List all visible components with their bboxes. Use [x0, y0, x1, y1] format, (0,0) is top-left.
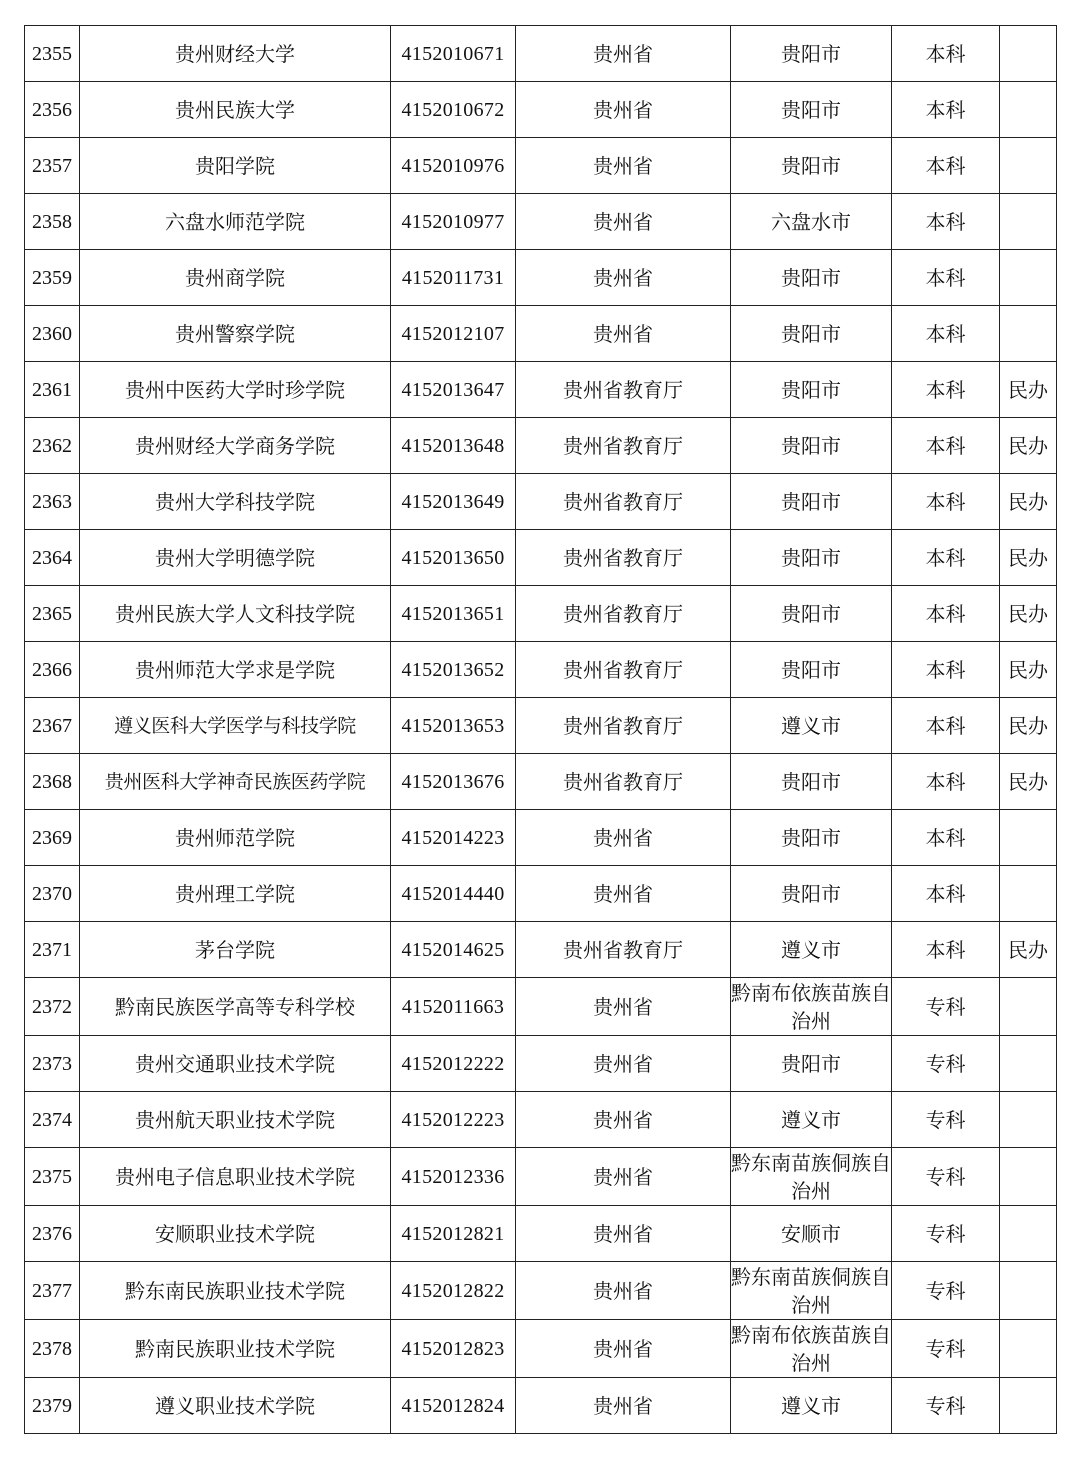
education-level: 专科: [892, 1092, 1000, 1148]
institution-code: 4152013653: [391, 698, 516, 754]
institution-code: 4152013652: [391, 642, 516, 698]
table-row: [25, 1262, 1057, 1320]
table-row: [25, 138, 1057, 194]
institution-name: 黔南民族职业技术学院: [80, 1320, 391, 1378]
education-level: 专科: [892, 1206, 1000, 1262]
education-level: 本科: [892, 82, 1000, 138]
institution-code: 4152012823: [391, 1320, 516, 1378]
supervising-authority: 贵州省: [516, 250, 731, 306]
supervising-authority: 贵州省教育厅: [516, 586, 731, 642]
supervising-authority: 贵州省: [516, 138, 731, 194]
institution-name: 贵州师范学院: [80, 810, 391, 866]
row-number: 2366: [25, 642, 80, 698]
supervising-authority: 贵州省教育厅: [516, 362, 731, 418]
institution-code: 4152011731: [391, 250, 516, 306]
location-city: 贵阳市: [731, 418, 892, 474]
education-level: 本科: [892, 250, 1000, 306]
table-row: [25, 26, 1057, 82]
education-level: 本科: [892, 26, 1000, 82]
table-row: [25, 1036, 1057, 1092]
education-level: 本科: [892, 698, 1000, 754]
ownership-note: 民办: [1000, 362, 1057, 418]
row-number: 2364: [25, 530, 80, 586]
supervising-authority: 贵州省: [516, 194, 731, 250]
institution-name: 贵州电子信息职业技术学院: [80, 1148, 391, 1206]
row-number: 2370: [25, 866, 80, 922]
table-row: [25, 922, 1057, 978]
supervising-authority: 贵州省: [516, 1320, 731, 1378]
ownership-note: 民办: [1000, 530, 1057, 586]
location-city: 贵阳市: [731, 810, 892, 866]
table-row: [25, 642, 1057, 698]
education-level: 专科: [892, 978, 1000, 1036]
row-number: 2359: [25, 250, 80, 306]
institution-name: 贵州民族大学: [80, 82, 391, 138]
supervising-authority: 贵州省教育厅: [516, 418, 731, 474]
location-city: 贵阳市: [731, 306, 892, 362]
institution-code: 4152012821: [391, 1206, 516, 1262]
institution-code: 4152010671: [391, 26, 516, 82]
institution-name: 六盘水师范学院: [80, 194, 391, 250]
education-level: 本科: [892, 810, 1000, 866]
ownership-note: [1000, 82, 1057, 138]
location-city: 贵阳市: [731, 474, 892, 530]
ownership-note: 民办: [1000, 642, 1057, 698]
location-city: 贵阳市: [731, 642, 892, 698]
row-number: 2373: [25, 1036, 80, 1092]
institution-table: [24, 25, 1057, 1434]
table-row: [25, 306, 1057, 362]
institution-name: 遵义职业技术学院: [80, 1378, 391, 1434]
supervising-authority: 贵州省教育厅: [516, 698, 731, 754]
institution-code: 4152010977: [391, 194, 516, 250]
row-number: 2363: [25, 474, 80, 530]
location-city: 贵阳市: [731, 586, 892, 642]
row-number: 2374: [25, 1092, 80, 1148]
supervising-authority: 贵州省教育厅: [516, 530, 731, 586]
ownership-note: [1000, 138, 1057, 194]
institution-code: 4152013650: [391, 530, 516, 586]
location-city: 黔南布依族苗族自治州: [731, 978, 892, 1036]
institution-name: 黔南民族医学高等专科学校: [80, 978, 391, 1036]
supervising-authority: 贵州省教育厅: [516, 754, 731, 810]
education-level: 本科: [892, 474, 1000, 530]
education-level: 专科: [892, 1378, 1000, 1434]
location-city: 黔南布依族苗族自治州: [731, 1320, 892, 1378]
ownership-note: 民办: [1000, 922, 1057, 978]
table-row: [25, 1092, 1057, 1148]
supervising-authority: 贵州省: [516, 1378, 731, 1434]
ownership-note: [1000, 306, 1057, 362]
supervising-authority: 贵州省: [516, 978, 731, 1036]
row-number: 2369: [25, 810, 80, 866]
institution-code: 4152012223: [391, 1092, 516, 1148]
education-level: 专科: [892, 1036, 1000, 1092]
ownership-note: [1000, 1262, 1057, 1320]
table-row: [25, 82, 1057, 138]
education-level: 本科: [892, 642, 1000, 698]
row-number: 2372: [25, 978, 80, 1036]
row-number: 2375: [25, 1148, 80, 1206]
location-city: 黔东南苗族侗族自治州: [731, 1148, 892, 1206]
education-level: 专科: [892, 1148, 1000, 1206]
table-row: [25, 530, 1057, 586]
table-row: [25, 1148, 1057, 1206]
row-number: 2355: [25, 26, 80, 82]
supervising-authority: 贵州省: [516, 1262, 731, 1320]
institution-code: 4152010672: [391, 82, 516, 138]
ownership-note: [1000, 1378, 1057, 1434]
location-city: 贵阳市: [731, 754, 892, 810]
institution-table-body: [25, 26, 1057, 1434]
row-number: 2358: [25, 194, 80, 250]
institution-name: 贵州交通职业技术学院: [80, 1036, 391, 1092]
ownership-note: 民办: [1000, 754, 1057, 810]
education-level: 本科: [892, 586, 1000, 642]
education-level: 本科: [892, 530, 1000, 586]
institution-name: 贵州中医药大学时珍学院: [80, 362, 391, 418]
row-number: 2361: [25, 362, 80, 418]
institution-code: 4152013651: [391, 586, 516, 642]
location-city: 六盘水市: [731, 194, 892, 250]
table-row: [25, 250, 1057, 306]
location-city: 贵阳市: [731, 26, 892, 82]
row-number: 2376: [25, 1206, 80, 1262]
institution-name: 贵阳学院: [80, 138, 391, 194]
institution-code: 4152013648: [391, 418, 516, 474]
table-row: [25, 1206, 1057, 1262]
institution-code: 4152013649: [391, 474, 516, 530]
supervising-authority: 贵州省: [516, 1148, 731, 1206]
ownership-note: [1000, 866, 1057, 922]
education-level: 专科: [892, 1320, 1000, 1378]
ownership-note: 民办: [1000, 586, 1057, 642]
institution-code: 4152012336: [391, 1148, 516, 1206]
table-row: [25, 978, 1057, 1036]
ownership-note: 民办: [1000, 418, 1057, 474]
institution-name: 贵州师范大学求是学院: [80, 642, 391, 698]
location-city: 贵阳市: [731, 1036, 892, 1092]
supervising-authority: 贵州省教育厅: [516, 642, 731, 698]
ownership-note: [1000, 810, 1057, 866]
institution-name: 贵州商学院: [80, 250, 391, 306]
location-city: 贵阳市: [731, 250, 892, 306]
supervising-authority: 贵州省教育厅: [516, 474, 731, 530]
education-level: 本科: [892, 866, 1000, 922]
location-city: 贵阳市: [731, 866, 892, 922]
ownership-note: [1000, 1036, 1057, 1092]
supervising-authority: 贵州省: [516, 1092, 731, 1148]
row-number: 2365: [25, 586, 80, 642]
education-level: 本科: [892, 194, 1000, 250]
institution-code: 4152013647: [391, 362, 516, 418]
institution-name: 茅台学院: [80, 922, 391, 978]
education-level: 本科: [892, 922, 1000, 978]
location-city: 黔东南苗族侗族自治州: [731, 1262, 892, 1320]
institution-name: 贵州民族大学人文科技学院: [80, 586, 391, 642]
row-number: 2356: [25, 82, 80, 138]
institution-name: 贵州大学明德学院: [80, 530, 391, 586]
location-city: 安顺市: [731, 1206, 892, 1262]
table-row: [25, 362, 1057, 418]
institution-code: 4152014625: [391, 922, 516, 978]
supervising-authority: 贵州省: [516, 1036, 731, 1092]
education-level: 本科: [892, 306, 1000, 362]
institution-code: 4152010976: [391, 138, 516, 194]
institution-code: 4152012822: [391, 1262, 516, 1320]
table-row: [25, 1378, 1057, 1434]
institution-code: 4152012107: [391, 306, 516, 362]
supervising-authority: 贵州省: [516, 82, 731, 138]
row-number: 2357: [25, 138, 80, 194]
institution-name: 贵州医科大学神奇民族医药学院: [80, 754, 391, 810]
location-city: 遵义市: [731, 922, 892, 978]
table-row: [25, 1320, 1057, 1378]
supervising-authority: 贵州省: [516, 306, 731, 362]
table-row: [25, 866, 1057, 922]
row-number: 2371: [25, 922, 80, 978]
row-number: 2368: [25, 754, 80, 810]
location-city: 贵阳市: [731, 82, 892, 138]
location-city: 贵阳市: [731, 530, 892, 586]
location-city: 遵义市: [731, 1378, 892, 1434]
institution-name: 贵州大学科技学院: [80, 474, 391, 530]
institution-code: 4152011663: [391, 978, 516, 1036]
location-city: 贵阳市: [731, 362, 892, 418]
supervising-authority: 贵州省: [516, 26, 731, 82]
ownership-note: [1000, 1148, 1057, 1206]
institution-code: 4152014440: [391, 866, 516, 922]
ownership-note: [1000, 250, 1057, 306]
ownership-note: 民办: [1000, 698, 1057, 754]
institution-name: 贵州理工学院: [80, 866, 391, 922]
table-row: [25, 586, 1057, 642]
institution-code: 4152013676: [391, 754, 516, 810]
ownership-note: [1000, 1206, 1057, 1262]
table-row: [25, 698, 1057, 754]
ownership-note: [1000, 26, 1057, 82]
table-row: [25, 194, 1057, 250]
location-city: 遵义市: [731, 1092, 892, 1148]
institution-name: 贵州财经大学商务学院: [80, 418, 391, 474]
institution-name: 遵义医科大学医学与科技学院: [80, 698, 391, 754]
location-city: 遵义市: [731, 698, 892, 754]
supervising-authority: 贵州省: [516, 1206, 731, 1262]
table-row: [25, 418, 1057, 474]
institution-name: 黔东南民族职业技术学院: [80, 1262, 391, 1320]
institution-list-sheet: [24, 25, 1056, 1434]
supervising-authority: 贵州省教育厅: [516, 922, 731, 978]
location-city: 贵阳市: [731, 138, 892, 194]
ownership-note: [1000, 1092, 1057, 1148]
education-level: 本科: [892, 754, 1000, 810]
supervising-authority: 贵州省: [516, 810, 731, 866]
education-level: 本科: [892, 138, 1000, 194]
row-number: 2379: [25, 1378, 80, 1434]
row-number: 2360: [25, 306, 80, 362]
institution-code: 4152012824: [391, 1378, 516, 1434]
row-number: 2377: [25, 1262, 80, 1320]
ownership-note: 民办: [1000, 474, 1057, 530]
table-row: [25, 474, 1057, 530]
table-row: [25, 754, 1057, 810]
institution-code: 4152014223: [391, 810, 516, 866]
ownership-note: [1000, 978, 1057, 1036]
row-number: 2367: [25, 698, 80, 754]
education-level: 专科: [892, 1262, 1000, 1320]
row-number: 2378: [25, 1320, 80, 1378]
ownership-note: [1000, 194, 1057, 250]
institution-name: 贵州警察学院: [80, 306, 391, 362]
ownership-note: [1000, 1320, 1057, 1378]
institution-code: 4152012222: [391, 1036, 516, 1092]
education-level: 本科: [892, 418, 1000, 474]
row-number: 2362: [25, 418, 80, 474]
supervising-authority: 贵州省: [516, 866, 731, 922]
institution-name: 贵州财经大学: [80, 26, 391, 82]
institution-name: 贵州航天职业技术学院: [80, 1092, 391, 1148]
education-level: 本科: [892, 362, 1000, 418]
institution-name: 安顺职业技术学院: [80, 1206, 391, 1262]
table-row: [25, 810, 1057, 866]
